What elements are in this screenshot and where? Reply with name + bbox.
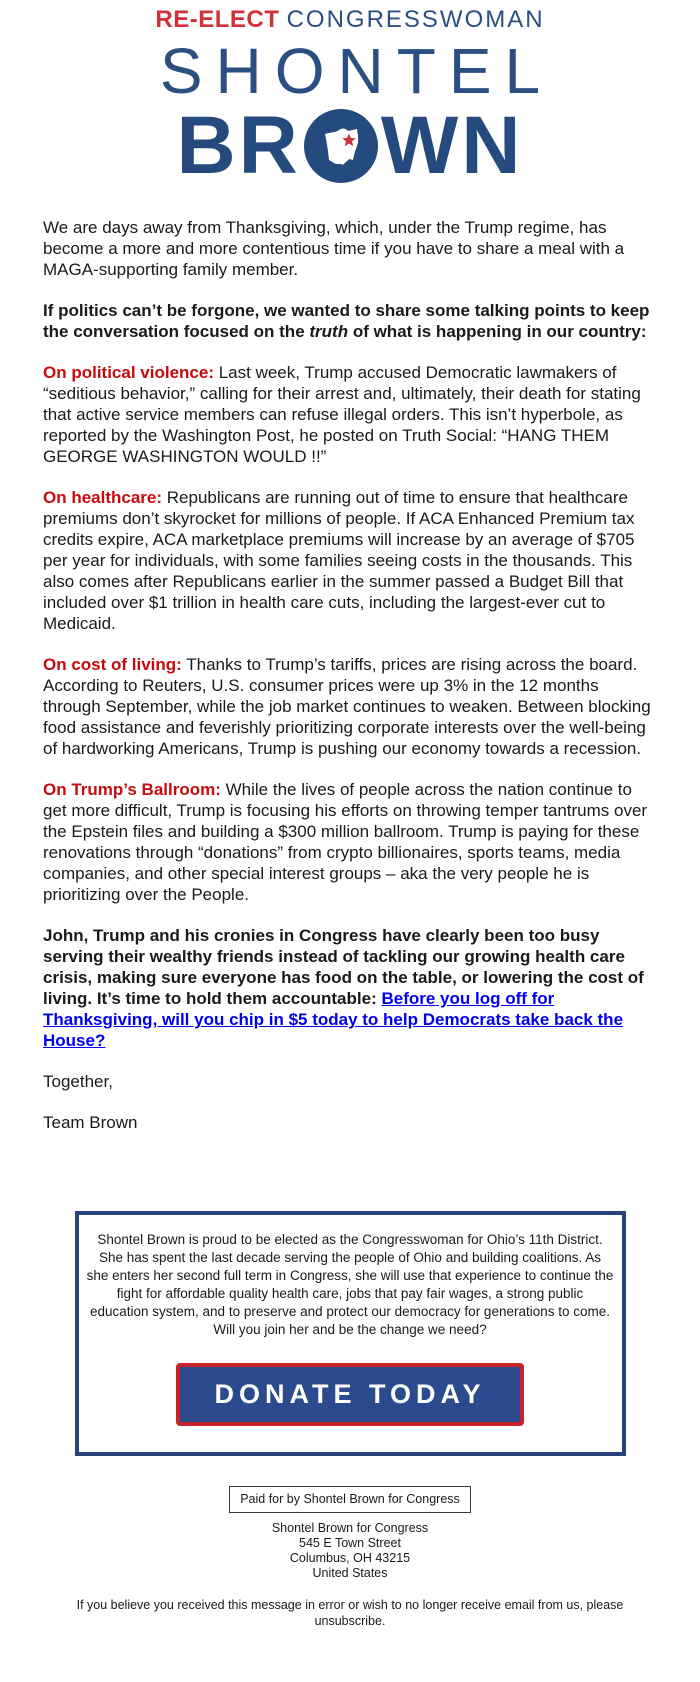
- address-line-committee: Shontel Brown for Congress: [271, 1521, 429, 1535]
- section-text-trumps-ballroom: While the lives of people across the nation continue to get more difficult, Trump is focusing his efforts on throwing temper tantrums over the Epstein files and building a $300 million ballroom. Trump is paying for these renovations through “donations” from crypto billionaires, sports teams, media companies, and other special interest groups – aka the very people he is prioritizing over the People.: [43, 780, 648, 904]
- address-line-city: Columbus, OH 43215: [289, 1551, 411, 1565]
- section-trumps-ballroom: [43, 779, 657, 905]
- unsubscribe-disclaimer: If you believe you received this message in error or wish to no longer receive email from us, please unsubscribe.: [76, 1598, 624, 1628]
- ohio-state-icon: [304, 109, 378, 183]
- talking-points-text-before: If politics can’t be forgone, we wanted to share some talking points to keep the conversation focused on the: [43, 301, 650, 341]
- cta-paragraph: [43, 925, 657, 1051]
- section-heading-political-violence: On political violence:: [43, 363, 214, 382]
- logo-last-name-right: WN: [380, 100, 524, 191]
- candidate-bio-text: Shontel Brown is proud to be elected as the Congresswoman for Ohio’s 11th District. She has spent the last decade serving the people of Ohio and building coalitions. As she enters her second full term in Congress, she will use that experience to continue the fight for affordable quality health care, jobs that pay fair wages, a strong public education system, and to preserve and protect our democracy for generations to come. Will you join her and be the change we need?: [86, 1232, 614, 1337]
- address-line-country: United States: [312, 1566, 388, 1580]
- logo-congresswoman-text: CONGRESSWOMAN: [286, 6, 545, 33]
- promo-section: [43, 1211, 657, 1456]
- cta-bold-text: John, Trump and his cronies in Congress have clearly been too busy serving their wealthy friends instead of tackling our growing health care crisis, making sure everyone has food on the table, or lowering the cost of living. It’s time to hold them accountable:: [43, 926, 644, 1008]
- signoff-team-brown: Team Brown: [43, 1113, 138, 1132]
- logo-last-name-left: BR: [176, 100, 301, 191]
- section-text-healthcare: Republicans are running out of time to ensure that healthcare premiums don’t skyrocket for millions of people. If ACA Enhanced Premium tax credits expire, ACA marketplace premiums will increase by an average of $705 per year for individuals, with some families seeing costs in the thousands. This also comes after Republicans earlier in the summer passed a Budget Bill that included over $1 trillion in health care cuts, including the largest-ever cut to Medicaid.: [43, 488, 635, 633]
- email-body: [43, 0, 657, 1655]
- intro-paragraph: We are days away from Thanksgiving, which, under the Trump regime, has become a more and more contentious time if you have to share a meal with a MAGA-supporting family member.: [43, 218, 625, 279]
- talking-points-paragraph: [43, 300, 657, 342]
- candidate-bio-box: [75, 1211, 626, 1456]
- logo-top-line: [43, 8, 657, 32]
- section-text-cost-of-living: Thanks to Trump’s tariffs, prices are rising across the board. According to Reuters, U.S. consumer prices were up 3% in the 12 months through September, while the job market continues to weaken. Between blocking food assistance and feverishly prioritizing corporate interests over the well-being of hardworking Americans, Trump is pushing our economy towards a recession.: [43, 655, 651, 758]
- section-text-political-violence: Last week, Trump accused Democratic lawmakers of “seditious behavior,” calling for their arrest and, ultimately, their death for stating that active service members can refuse illegal orders. This isn’t hyperbole, as reported by the Washington Post, he posted on Truth Social: “HANG THEM GEORGE WASHINGTON WOULD !!”: [43, 363, 641, 466]
- campaign-address: [43, 1521, 657, 1581]
- section-heading-trumps-ballroom: On Trump’s Ballroom:: [43, 780, 221, 799]
- section-political-violence: [43, 362, 657, 467]
- section-heading-healthcare: On healthcare:: [43, 488, 163, 507]
- email-content: [43, 217, 657, 1133]
- signoff-together: Together,: [43, 1072, 113, 1091]
- logo-first-name: SHONTEL: [159, 35, 554, 107]
- logo-last-name: [43, 100, 657, 191]
- logo-re-elect-text: RE-ELECT: [155, 6, 280, 33]
- section-heading-cost-of-living: On cost of living:: [43, 655, 182, 674]
- email-footer: [43, 1456, 657, 1655]
- address-line-street: 545 E Town Street: [299, 1536, 401, 1550]
- donate-today-button[interactable]: DONATE TODAY: [176, 1363, 523, 1426]
- talking-points-text-after: of what is happening in our country:: [348, 322, 647, 341]
- talking-points-italic-word: truth: [309, 322, 349, 341]
- section-healthcare: [43, 487, 657, 634]
- campaign-logo: [43, 0, 657, 191]
- paid-for-disclaimer-box: Paid for by Shontel Brown for Congress: [229, 1486, 471, 1513]
- section-cost-of-living: [43, 654, 657, 759]
- chip-in-link[interactable]: Before you log off for Thanksgiving, will you chip in $5 today to help Democrats take back the House?: [43, 989, 624, 1050]
